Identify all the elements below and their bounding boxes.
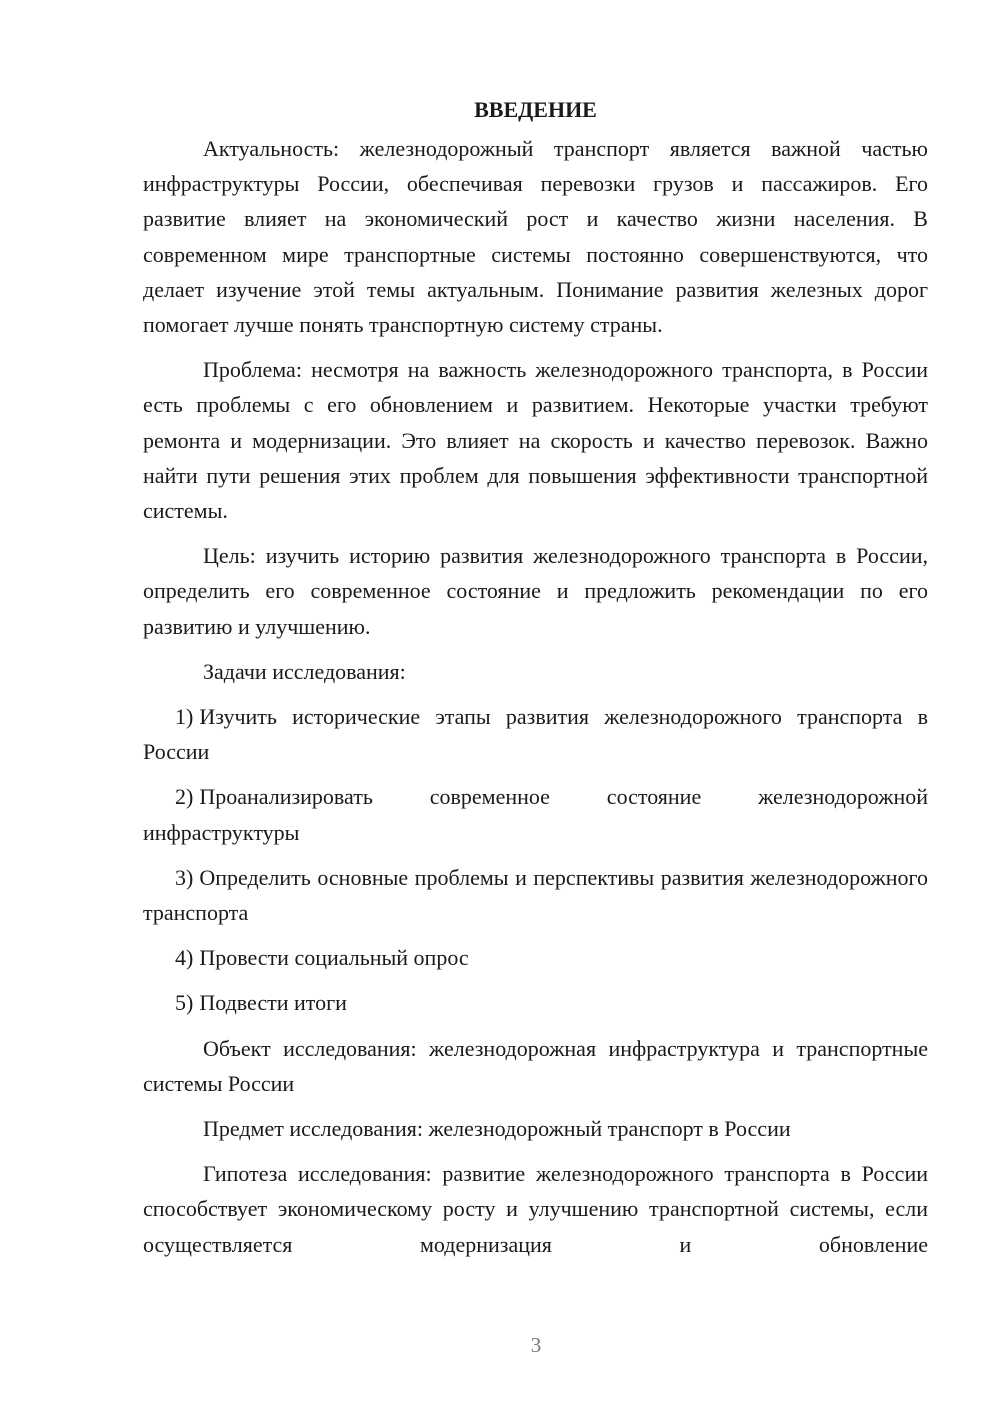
- relevance-paragraph: Актуальность: железнодорожный транспорт является важной частью инфраструктуры России, обеспечивая перевозки грузов и пассажиров. Его развитие влияет на экономический рост и качество жизни населения. В современном мире транспортные системы постоянно совершенствуются, что делает изучение этой темы актуальным. Понимание развития железных дорог помогает лучше понять транспортную систему страны.: [143, 136, 928, 338]
- task-text: Провести социальный опрос: [199, 945, 469, 971]
- task-number: 4): [175, 945, 194, 971]
- task-text: Подвести итоги: [199, 990, 347, 1016]
- hypothesis-paragraph: Гипотеза исследования: развитие железнодорожного транспорта в России способствует экономическому росту и улучшению транспортной системы, если осуществляется модернизация и обновление: [143, 1161, 928, 1257]
- task-item-4: [143, 940, 928, 975]
- task-item-5: [143, 985, 928, 1020]
- tasks-intro: Задачи исследования:: [203, 658, 406, 684]
- task-item-3: [143, 860, 928, 930]
- task-number: 5): [175, 990, 194, 1016]
- goal-paragraph: Цель: изучить историю развития железнодорожного транспорта в России, определить его современное состояние и предложить рекомендации по его развитию и улучшению.: [143, 543, 928, 639]
- task-item-1: [143, 699, 928, 769]
- task-text: Проанализировать современное состояние железнодорожной инфраструктуры: [143, 784, 928, 845]
- task-number: 3): [175, 864, 194, 890]
- task-item-2: [143, 779, 928, 849]
- section-heading: ВВЕДЕНИЕ: [474, 97, 597, 122]
- subject-paragraph: Предмет исследования: железнодорожный транспорт в России: [203, 1116, 791, 1142]
- page-content: [143, 92, 928, 1262]
- problem-paragraph: Проблема: несмотря на важность железнодорожного транспорта, в России есть проблемы с его обновлением и развитием. Некоторые участки требуют ремонта и модернизации. Это влияет на скорость и качество перевозок. Важно найти пути решения этих проблем для повышения эффективности транспортной системы.: [143, 357, 928, 524]
- object-paragraph: Объект исследования: железнодорожная инфраструктура и транспортные системы России: [143, 1035, 928, 1096]
- task-text: Определить основные проблемы и перспективы развития железнодорожного транспорта: [143, 864, 928, 926]
- task-text: Изучить исторические этапы развития железнодорожного транспорта в России: [143, 704, 928, 765]
- task-number: 1): [175, 704, 194, 730]
- task-number: 2): [175, 784, 194, 810]
- page-number: 3: [530, 1333, 542, 1357]
